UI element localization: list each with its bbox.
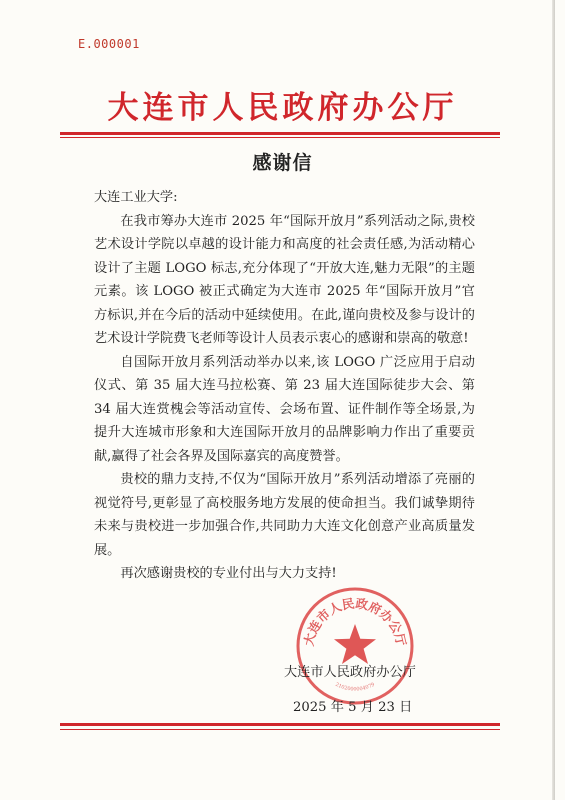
paragraph-2: 自国际开放月系列活动举办以来,该 LOGO 广泛应用于启动仪式、第 35 届大连马拉松赛、第 23 届大连国际徒步大会、第 34 届大连赏槐会等活动宣传、会场布置、证件制作等全场景,为提升大连城市形象和大连国际开放月的品牌影响力作出了重要贡献,赢得了社会各界及国际嘉宾的高度赞誉。 [94, 354, 475, 464]
header-divider-thick [60, 132, 500, 135]
salutation: 大连工业大学: [94, 190, 178, 205]
paragraph-3: 贵校的鼎力支持,不仅为“国际开放月”系列活动增添了亮丽的视觉符号,更彰显了高校服务地方发展的使命担当。我们诚挚期待未来与贵校进一步加强合作,共同助力大连文化创意产业高质量发展。 [94, 472, 475, 558]
footer-divider-thick [60, 723, 500, 726]
header-divider-thin [60, 137, 500, 138]
seal-star-icon [334, 624, 376, 664]
letter-body [94, 186, 475, 586]
official-seal-stamp [293, 584, 417, 708]
footer-divider-thin [60, 729, 500, 730]
paragraph-1: 在我市筹办大连市 2025 年“国际开放月”系列活动之际,贵校艺术设计学院以卓越的设计能力和高度的社会责任感,为活动精心设计了主题 LOGO 标志,充分体现了“开放大连,魅力无限”的主题元素。该 LOGO 被正式确定为大连市 2025 年“国际开放月”官方标识,并在今后的活动中延续使用。在此,谨向贵校及参与设计的艺术设计学院费飞老师等设计人员表示衷心的感谢和崇高的敬意! [94, 213, 475, 346]
scan-edge-shadow [552, 0, 555, 800]
serial-number: E.000001 [78, 37, 140, 51]
paragraph-4: 再次感谢贵校的专业付出与大力支持! [120, 566, 337, 581]
seal-text: 大连市人民政府办公厅 [300, 595, 410, 648]
seal-code: 2102000004079 [334, 681, 376, 693]
issuing-organization-title: 大连市人民政府办公厅 [107, 90, 458, 126]
signer-name: 大连市人民政府办公厅 [284, 665, 416, 680]
signature-date: 2025 年 5 月 23 日 [293, 700, 413, 715]
document-title: 感谢信 [252, 152, 313, 174]
